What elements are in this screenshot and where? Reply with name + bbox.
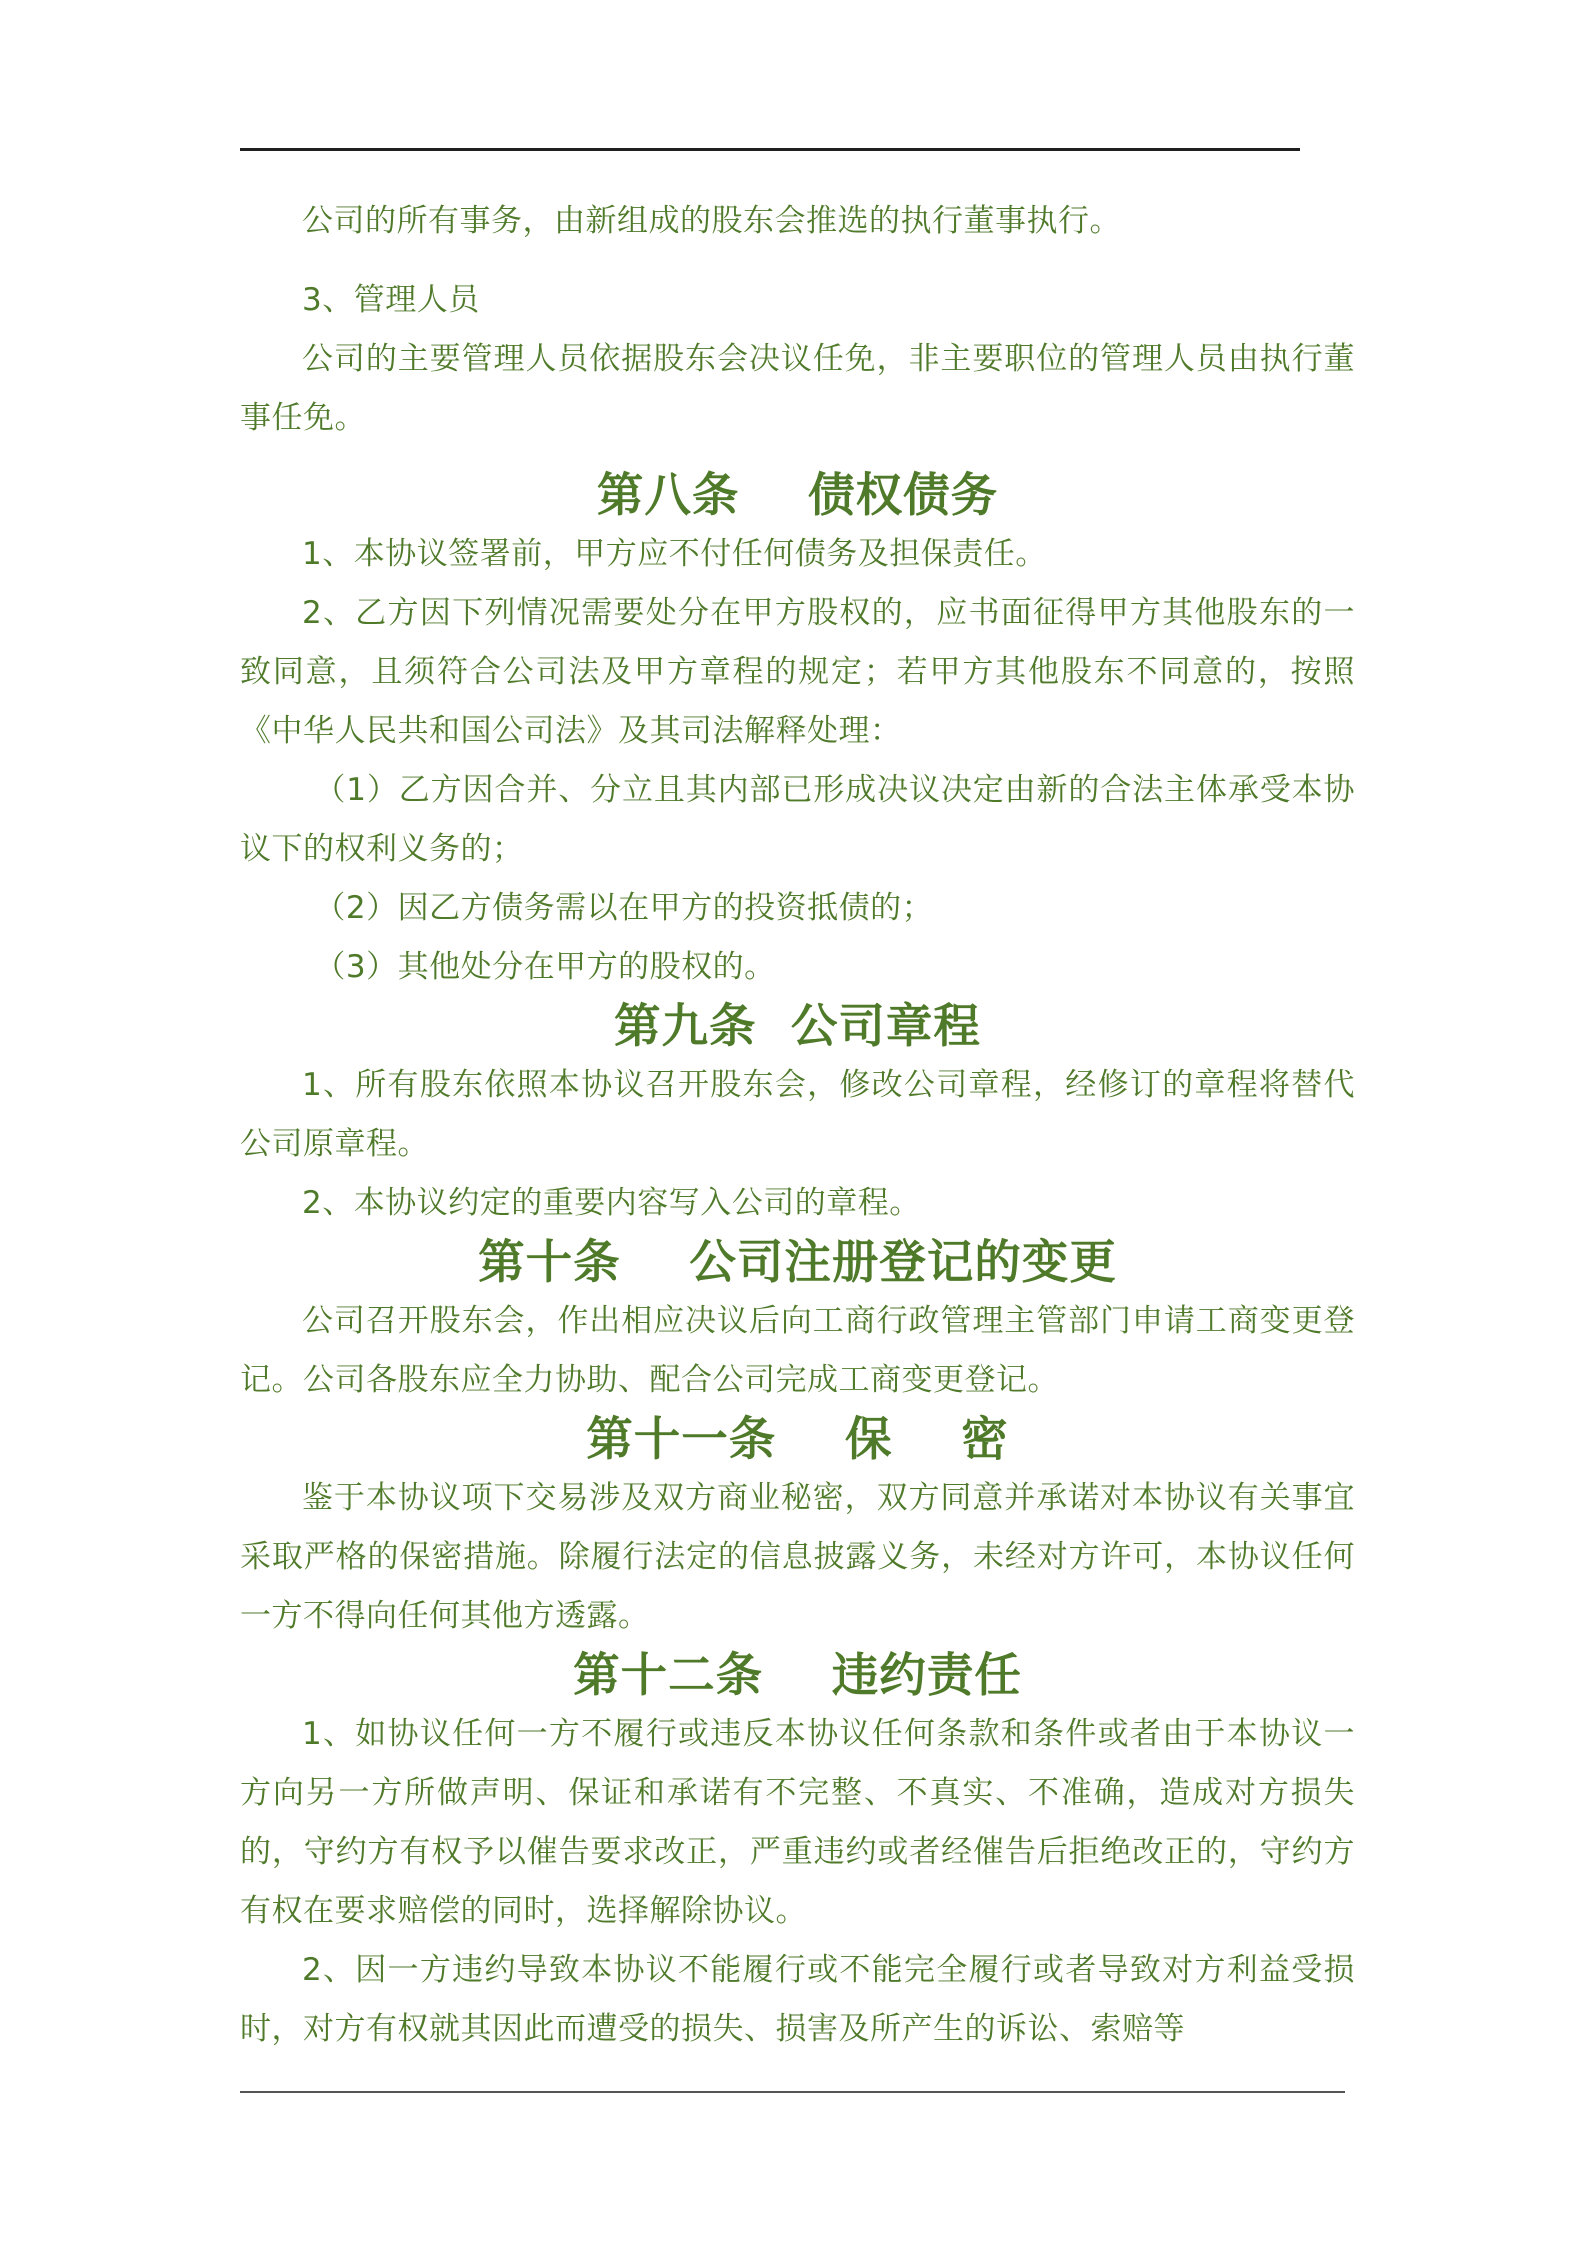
paragraph: 公司的所有事务，由新组成的股东会推选的执行董事执行。 [302,203,1121,239]
paragraph: 鉴于本协议项下交易涉及双方商业秘密，双方同意并承诺对本协议有关事宜采取严格的保密措施。除履行法定的信息披露义务，未经对方许可，本协议任何一方不得向任何其他方透露。 [240,1480,1355,1634]
paragraph: 2、因一方违约导致本协议不能履行或不能完全履行或者导致对方利益受损时，对方有权就其因此而遭受的损失、损害及所产生的诉讼、索赔等 [240,1952,1355,2047]
section-heading: 第十条 公司注册登记的变更 [478,1235,1117,1289]
section-heading: 第十二条 违约责任 [573,1648,1022,1702]
list-item: （2）因乙方债务需以在甲方的投资抵债的； [314,890,934,926]
list-item: （1）乙方因合并、分立且其内部已形成决议决定由新的合法主体承受本协议下的权利义务的； [240,772,1355,867]
paragraph: 1、所有股东依照本协议召开股东会，修改公司章程，经修订的章程将替代公司原章程。 [240,1067,1355,1162]
paragraph: 2、乙方因下列情况需要处分在甲方股权的，应书面征得甲方其他股东的一致同意，且须符合公司法及甲方章程的规定；若甲方其他股东不同意的，按照《中华人民共和国公司法》及其司法解释处理： [240,595,1355,749]
paragraph: 1、如协议任何一方不履行或违反本协议任何条款和条件或者由于本协议一方向另一方所做声明、保证和承诺有不完整、不真实、不准确，造成对方损失的，守约方有权予以催告要求改正，严重违约或者经催告后拒绝改正的，守约方有权在要求赔偿的同时，选择解除协议。 [240,1716,1355,1929]
list-item: （3）其他处分在甲方的股权的。 [314,949,776,985]
document-body [240,192,1355,2059]
paragraph: 公司召开股东会，作出相应决议后向工商行政管理主管部门申请工商变更登记。公司各股东应全力协助、配合公司完成工商变更登记。 [240,1303,1355,1398]
paragraph: 2、本协议约定的重要内容写入公司的章程。 [302,1185,921,1221]
section-heading: 第九条 公司章程 [614,999,981,1053]
paragraph: 1、本协议签署前，甲方应不付任何债务及担保责任。 [302,536,1047,572]
paragraph: 3、管理人员 [302,282,480,318]
paragraph: 公司的主要管理人员依据股东会决议任免，非主要职位的管理人员由执行董事任免。 [240,341,1355,436]
header-rule [240,148,1300,151]
footer-rule [240,2091,1345,2093]
section-heading: 第十一条 保 密 [586,1412,1009,1466]
section-heading: 第八条 债权债务 [596,468,999,522]
